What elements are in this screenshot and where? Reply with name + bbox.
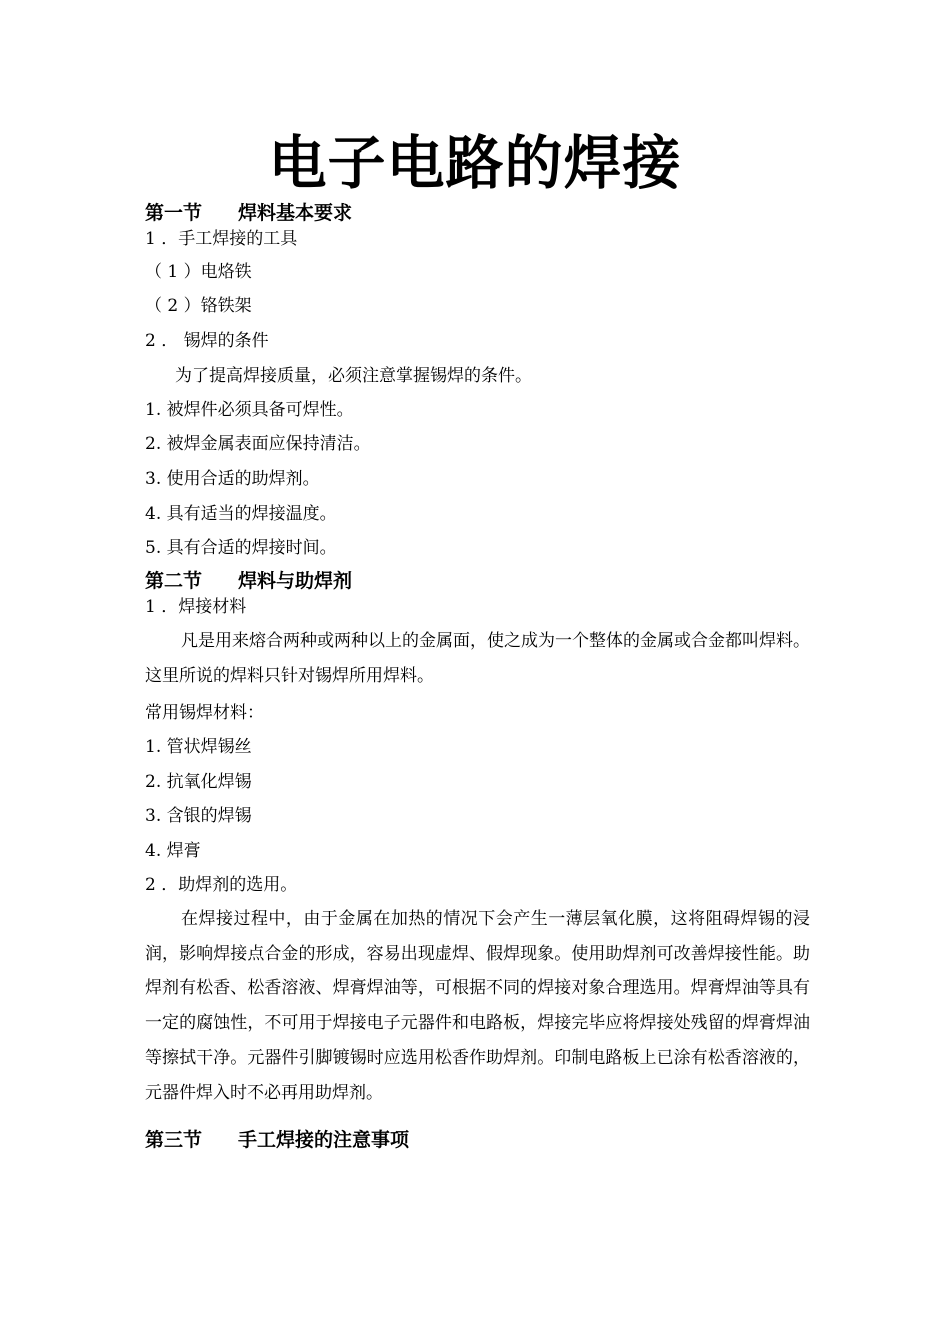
section-2-item-1: 1 ．焊接材料 (145, 597, 247, 617)
material-item: 1. 管状焊锡丝 (145, 737, 252, 757)
material-item: 3. 含银的焊锡 (145, 806, 252, 826)
section-1-item-2: 2 ． 锡焊的条件 (145, 331, 269, 351)
section-1-sub-2: （ 2 ）铬铁架 (145, 296, 252, 316)
material-item: 4. 焊膏 (145, 841, 201, 861)
section-1-number: 第一节 (145, 202, 203, 224)
section-2-paragraph-1: 凡是用来熔合两种或两种以上的金属面，使之成为一个整体的金属或合金都叫焊料。这里所说的焊料只针对锡焊所用焊料。 (145, 631, 810, 686)
section-1-intro: 为了提高焊接质量，必须注意掌握锡焊的条件。 (175, 366, 532, 386)
document-title: 电子电路的焊接 (268, 129, 682, 197)
section-2-heading (145, 569, 810, 593)
condition-item: 4. 具有适当的焊接温度。 (145, 504, 337, 524)
condition-item: 1. 被焊件必须具备可焊性。 (145, 400, 354, 420)
section-1-sub-1: （ 1 ）电烙铁 (145, 262, 252, 282)
common-materials-label: 常用锡焊材料： (145, 703, 264, 723)
material-item: 2. 抗氧化焊锡 (145, 772, 252, 792)
section-1-name: 焊料基本要求 (238, 202, 353, 224)
section-3-number: 第三节 (145, 1129, 203, 1151)
section-2-item-2: 2 ．助焊剂的选用。 (145, 875, 298, 895)
condition-item: 5. 具有合适的焊接时间。 (145, 538, 337, 558)
condition-item: 2. 被焊金属表面应保持清洁。 (145, 434, 371, 454)
section-1-heading (145, 201, 810, 225)
section-1-item-1: 1 ．手工焊接的工具 (145, 229, 298, 249)
section-3-name: 手工焊接的注意事项 (238, 1129, 410, 1151)
section-2-paragraph-2: 在焊接过程中，由于金属在加热的情况下会产生一薄层氧化膜，这将阻碍焊锡的浸润，影响焊接点合金的形成，容易出现虚焊、假焊现象。使用助焊剂可改善焊接性能。助焊剂有松香、松香溶液、焊膏焊油等，可根据不同的焊接对象合理选用。焊膏焊油等具有一定的腐蚀性，不可用于焊接电子元器件和电路板，焊接完毕应将焊接处残留的焊膏焊油等擦拭干净。元器件引脚镀锡时应选用松香作助焊剂。印制电路板上已涂有松香溶液的，元器件焊入时不必再用助焊剂。 (145, 909, 810, 1103)
section-2-name: 焊料与助焊剂 (238, 570, 353, 592)
section-2-number: 第二节 (145, 570, 203, 592)
section-3-heading (145, 1128, 810, 1152)
condition-item: 3. 使用合适的助焊剂。 (145, 469, 320, 489)
